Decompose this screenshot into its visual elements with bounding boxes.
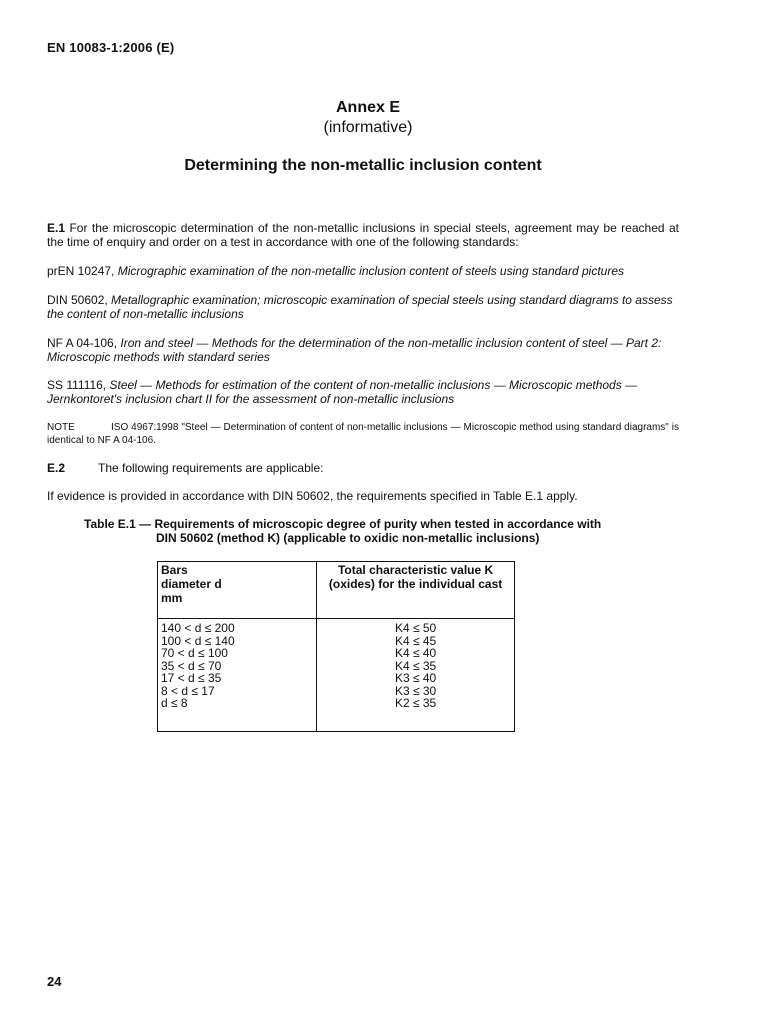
value-cell: K4 ≤ 35 bbox=[394, 658, 437, 673]
standard-item bbox=[47, 293, 679, 321]
value-cell: K3 ≤ 40 bbox=[394, 671, 437, 685]
clause-e1-text: For the microscopic determination of the non-metallic inclusions in special steels, agreement may be reached at the time of enquiry and order on a test in accordance with one of the following standards: bbox=[47, 221, 679, 249]
header-bars-diameter bbox=[158, 562, 317, 619]
note bbox=[47, 421, 679, 447]
clause-e2 bbox=[47, 461, 679, 475]
note-label: NOTE bbox=[47, 422, 75, 433]
note-text: ISO 4967:1998 "Steel — Determination of content of non-metallic inclusions — Microscopic method using standard diagrams" is identical to NF A 04-106. bbox=[47, 422, 679, 446]
standard-item bbox=[47, 378, 679, 406]
clause-e2-label: E.2 bbox=[47, 461, 66, 475]
diameter-cell: 17 < d ≤ 35 bbox=[161, 671, 222, 685]
standard-title: Micrographic examination of the non-metallic inclusion content of steels using standard pictures bbox=[117, 264, 625, 278]
standard-title: Iron and steel — Methods for the determination of the non-metallic inclusion content of steel — Part 2: Microscopic methods with standard series bbox=[47, 336, 662, 364]
standard-title: Metallographic examination; microscopic examination of special steels using standard diagrams to assess the content of non-metallic inclusions bbox=[47, 293, 673, 321]
diameter-cell: 70 < d ≤ 100 bbox=[161, 646, 228, 660]
value-cell: K3 ≤ 30 bbox=[394, 683, 437, 698]
requirements-table bbox=[157, 561, 515, 732]
diameter-cell: d ≤ 8 bbox=[161, 696, 188, 710]
table-caption bbox=[84, 517, 684, 545]
standard-code: DIN 50602, bbox=[47, 293, 108, 307]
value-cell: K2 ≤ 35 bbox=[394, 696, 437, 710]
diameter-cell: 35 < d ≤ 70 bbox=[161, 658, 222, 673]
table-header-row bbox=[158, 562, 515, 619]
annex-heading: Determining the non-metallic inclusion content bbox=[184, 157, 542, 174]
diameter-cell: 8 < d ≤ 17 bbox=[161, 683, 215, 698]
document-id: EN 10083-1:2006 (E) bbox=[47, 40, 175, 55]
value-cell: K4 ≤ 45 bbox=[394, 633, 437, 648]
annex-subtitle: (informative) bbox=[323, 119, 413, 136]
standard-code: prEN 10247, bbox=[47, 264, 115, 278]
diameter-column bbox=[158, 619, 317, 732]
standard-title: Steel — Methods for estimation of the content of non-metallic inclusions — Microscopic methods — Jernkontoret's inclusion chart II for the assessment of non-metallic inclusions bbox=[47, 378, 638, 406]
header-text: mm bbox=[161, 591, 183, 605]
page-number: 24 bbox=[47, 974, 62, 989]
table-caption-line: Table E.1 — Requirements of microscopic degree of purity when tested in accordance with bbox=[84, 517, 602, 531]
evidence-paragraph: If evidence is provided in accordance with DIN 50602, the requirements specified in Table E.1 apply. bbox=[47, 489, 578, 503]
clause-e1-label: E.1 bbox=[47, 221, 66, 235]
header-text: diameter d bbox=[161, 577, 222, 591]
value-cell: K4 ≤ 40 bbox=[394, 646, 437, 660]
header-text: Total characteristic value K bbox=[337, 563, 494, 577]
value-cell: K4 ≤ 50 bbox=[394, 621, 437, 635]
header-text: (oxides) for the individual cast bbox=[328, 577, 503, 591]
value-column bbox=[317, 619, 515, 732]
table-caption-line: DIN 50602 (method K) (applicable to oxidic non-metallic inclusions) bbox=[156, 531, 540, 545]
annex-title: Annex E bbox=[335, 99, 400, 116]
standard-code: SS 111116, bbox=[47, 378, 107, 392]
clause-e1 bbox=[47, 221, 679, 249]
header-total-value bbox=[317, 562, 515, 619]
standard-code: NF A 04-106, bbox=[47, 336, 118, 350]
standard-item bbox=[47, 336, 679, 364]
diameter-cell: 100 < d ≤ 140 bbox=[161, 633, 235, 648]
diameter-cell: 140 < d ≤ 200 bbox=[161, 621, 235, 635]
standard-item bbox=[47, 264, 679, 278]
table-body-row bbox=[158, 619, 515, 732]
header-text: Bars bbox=[161, 563, 188, 577]
clause-e2-text: The following requirements are applicable: bbox=[98, 461, 324, 475]
